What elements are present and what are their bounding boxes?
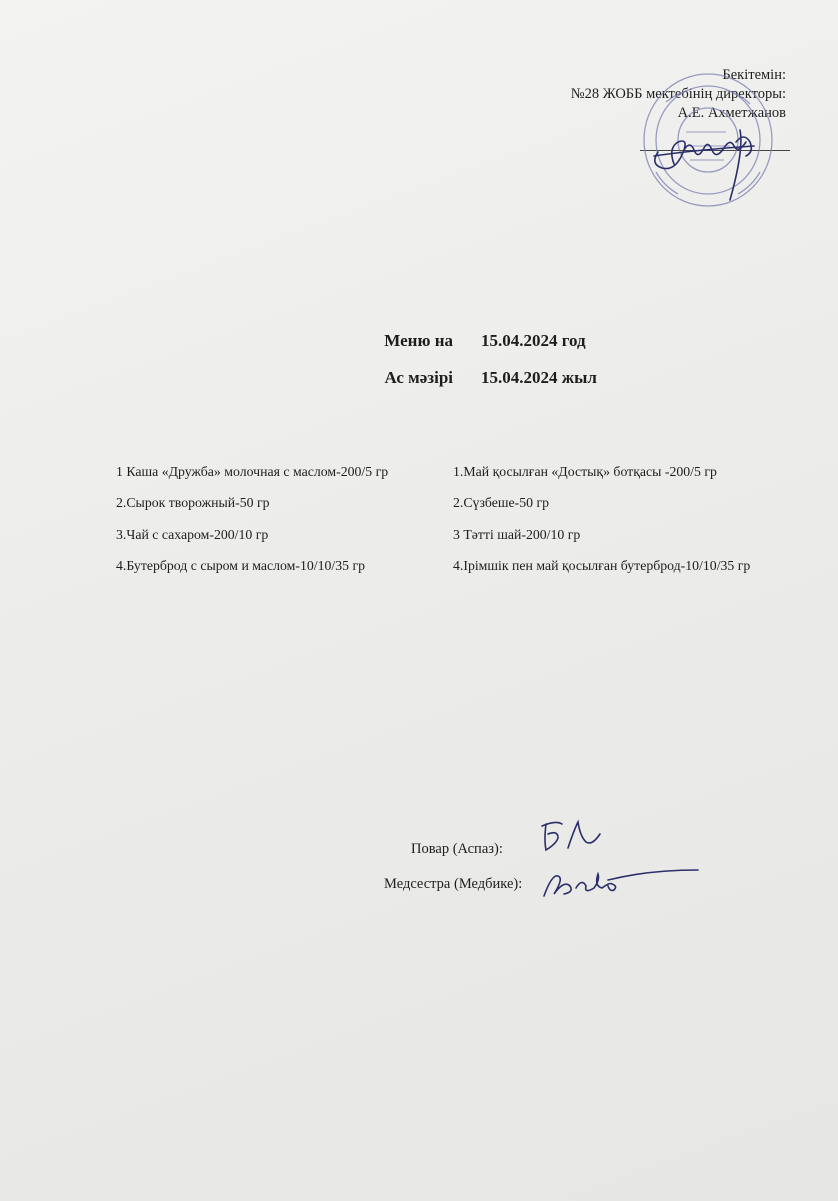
menu-item-ru: 2.Сырок творожный-50 гр bbox=[116, 495, 270, 511]
nurse-label: Медсестра (Медбике): bbox=[384, 876, 523, 892]
menu-row bbox=[116, 519, 750, 551]
menu-item-ru: 3.Чай с сахаром-200/10 гр bbox=[116, 526, 269, 542]
menu-row bbox=[116, 488, 750, 520]
title-date-ru: 15.04.2024 год bbox=[481, 330, 586, 350]
menu-table bbox=[116, 456, 750, 582]
menu-item-kz: 3 Тәтті шай-200/10 гр bbox=[453, 526, 581, 542]
title-label-ru: Меню на bbox=[384, 330, 453, 350]
staff-block bbox=[384, 832, 522, 902]
director-signature-icon bbox=[640, 112, 790, 207]
title-label-kz: Ас мәзірі bbox=[384, 367, 453, 387]
menu-row bbox=[116, 551, 750, 583]
cook-signature-icon bbox=[532, 812, 612, 862]
approval-position: №28 ЖОББ мектебінің директоры: bbox=[570, 86, 786, 102]
menu-item-kz: 4.Ірімшік пен май қосылған бутерброд-10/10/35 гр bbox=[453, 558, 751, 574]
nurse-signature-icon bbox=[538, 860, 708, 904]
title-date-kz: 15.04.2024 жыл bbox=[481, 367, 597, 387]
menu-title bbox=[328, 322, 597, 396]
cook-label: Повар (Аспаз): bbox=[411, 841, 503, 857]
menu-item-kz: 1.Май қосылған «Достық» ботқасы -200/5 гр bbox=[453, 463, 717, 479]
menu-item-kz: 2.Сүзбеше-50 гр bbox=[453, 495, 550, 511]
title-row-ru bbox=[328, 322, 597, 359]
menu-item-ru: 4.Бутерброд с сыром и маслом-10/10/35 гр bbox=[116, 558, 366, 574]
menu-row bbox=[116, 456, 750, 488]
approval-name: А.Е. Ахметжанов bbox=[677, 105, 786, 121]
approval-title: Бекітемін: bbox=[722, 67, 786, 83]
title-row-kz bbox=[328, 359, 597, 396]
menu-item-ru: 1 Каша «Дружба» молочная с маслом-200/5 гр bbox=[116, 463, 389, 479]
